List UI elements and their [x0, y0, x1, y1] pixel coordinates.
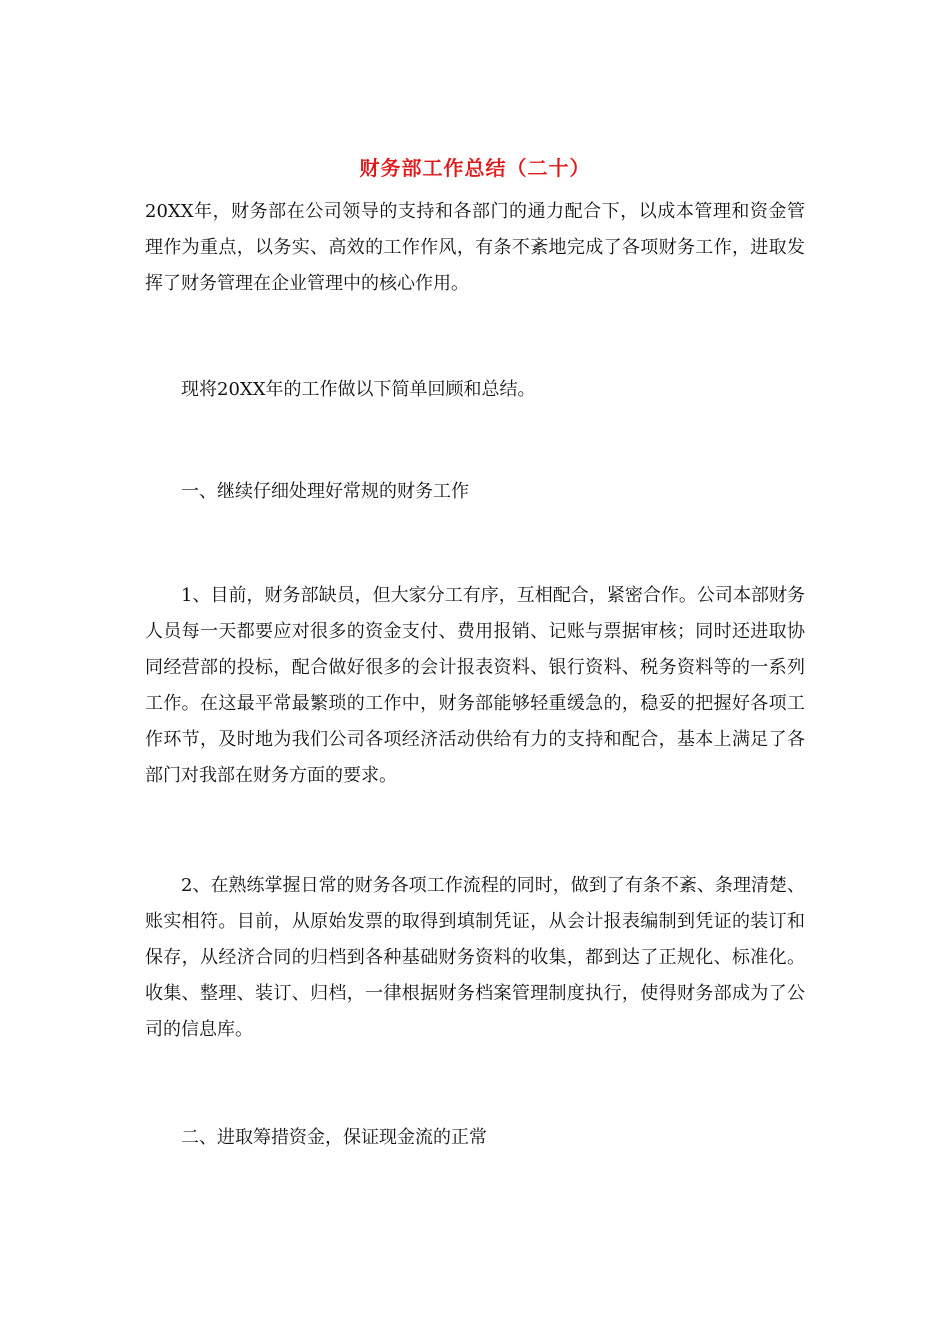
- item-2-paragraph: 2、在熟练掌握日常的财务各项工作流程的同时，做到了有条不紊、条理清楚、账实相符。目前，从原始发票的取得到填制凭证，从会计报表编制到凭证的装订和保存，从经济合同的归档到各种基础财务资料的收集，都到达了正规化、标准化。收集、整理、装订、归档，一律根据财务档案管理制度执行，使得财务部成为了公司的信息库。: [145, 875, 805, 1040]
- intro-paragraph: 20XX年，财务部在公司领导的支持和各部门的通力配合下，以成本管理和资金管理作为重点，以务实、高效的工作作风，有条不紊地完成了各项财务工作，进取发挥了财务管理在企业管理中的核心作用。: [145, 201, 805, 294]
- section-heading-2: 二、进取筹措资金，保证现金流的正常: [181, 1127, 487, 1148]
- item-1-paragraph: 1、目前，财务部缺员，但大家分工有序，互相配合，紧密合作。公司本部财务人员每一天都要应对很多的资金支付、费用报销、记账与票据审核；同时还进取协同经营部的投标，配合做好很多的会计报表资料、银行资料、税务资料等的一系列工作。在这最平常最繁琐的工作中，财务部能够轻重缓急的，稳妥的把握好各项工作环节，及时地为我们公司各项经济活动供给有力的支持和配合，基本上满足了各部门对我部在财务方面的要求。: [145, 585, 805, 786]
- section-heading-1: 一、继续仔细处理好常规的财务工作: [181, 481, 469, 502]
- review-intro-paragraph: 现将20XX年的工作做以下简单回顾和总结。: [181, 379, 536, 400]
- document-title: 财务部工作总结（二十）: [359, 156, 591, 180]
